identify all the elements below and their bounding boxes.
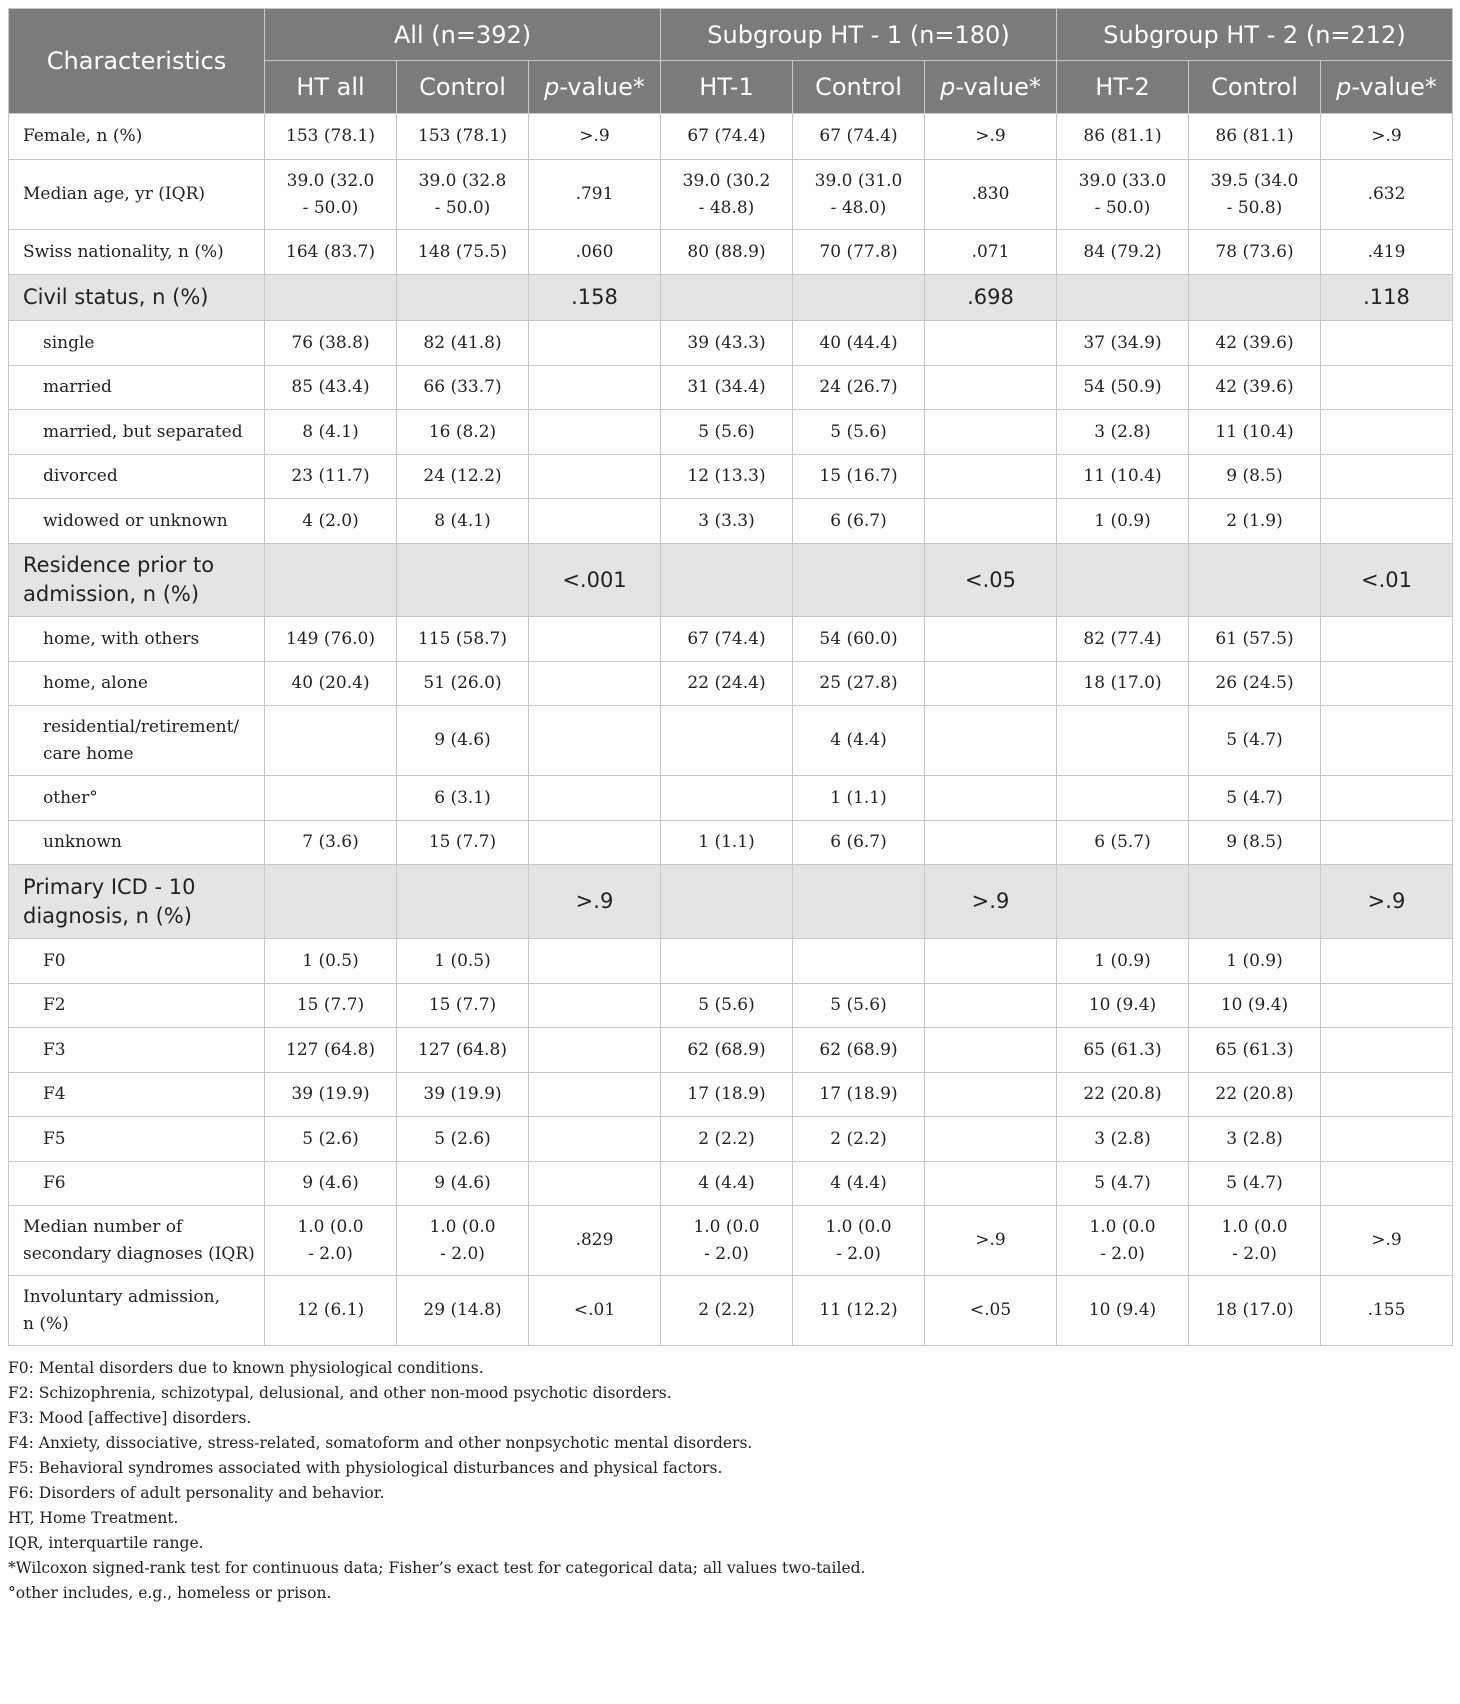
table-cell: 149 (76.0) <box>265 617 397 662</box>
table-cell: 12 (13.3) <box>661 455 793 499</box>
table-cell <box>1321 1117 1453 1162</box>
table-row <box>9 776 1453 821</box>
table-cell: 18 (17.0) <box>1189 1276 1321 1346</box>
row-label: Civil status, n (%) <box>9 275 265 321</box>
table-cell: 1 (0.9) <box>1057 499 1189 544</box>
row-label: Swiss nationality, n (%) <box>9 230 265 275</box>
table-cell <box>1321 776 1453 821</box>
table-cell: >.9 <box>529 865 661 939</box>
section-row <box>9 544 1453 617</box>
table-cell: 5 (5.6) <box>793 410 925 455</box>
table-cell: 39.0 (31.0 - 48.0) <box>793 160 925 230</box>
table-cell: 80 (88.9) <box>661 230 793 275</box>
table-cell <box>397 275 529 321</box>
table-cell <box>529 321 661 366</box>
table-cell: 148 (75.5) <box>397 230 529 275</box>
table-cell <box>925 1028 1057 1073</box>
table-cell: 5 (5.6) <box>661 984 793 1028</box>
table-cell: 22 (20.8) <box>1057 1073 1189 1117</box>
row-label: residential/retirement/ care home <box>9 706 265 776</box>
table-cell <box>1321 499 1453 544</box>
table-cell: 5 (4.7) <box>1189 706 1321 776</box>
table-cell <box>1189 544 1321 617</box>
table-cell: 153 (78.1) <box>265 114 397 160</box>
table-cell <box>265 706 397 776</box>
table-cell: 1.0 (0.0 - 2.0) <box>1189 1206 1321 1276</box>
header-group-ht2: Subgroup HT - 2 (n=212) <box>1057 9 1453 61</box>
pvalue-p-letter: p <box>544 73 560 101</box>
table-cell <box>925 662 1057 706</box>
table-cell: 39 (19.9) <box>397 1073 529 1117</box>
pvalue-suffix: -value* <box>1351 73 1437 101</box>
table-cell <box>793 865 925 939</box>
table-cell: .060 <box>529 230 661 275</box>
pvalue-p-letter: p <box>940 73 956 101</box>
row-label: other° <box>9 776 265 821</box>
table-cell <box>661 275 793 321</box>
table-cell: 67 (74.4) <box>793 114 925 160</box>
table-cell: 84 (79.2) <box>1057 230 1189 275</box>
table-cell: 5 (5.6) <box>661 410 793 455</box>
table-cell: 127 (64.8) <box>265 1028 397 1073</box>
footnote-line: F0: Mental disorders due to known physiological conditions. <box>8 1359 484 1377</box>
table-cell <box>925 1162 1057 1206</box>
table-cell: 15 (7.7) <box>397 821 529 865</box>
row-label: F2 <box>9 984 265 1028</box>
table-cell <box>1321 410 1453 455</box>
section-row <box>9 275 1453 321</box>
table-cell: 22 (24.4) <box>661 662 793 706</box>
table-cell: .632 <box>1321 160 1453 230</box>
table-cell: 9 (8.5) <box>1189 821 1321 865</box>
table-header <box>9 9 1453 114</box>
table-cell <box>265 544 397 617</box>
table-cell: 10 (9.4) <box>1189 984 1321 1028</box>
table-cell <box>397 865 529 939</box>
header-group-all: All (n=392) <box>265 9 661 61</box>
table-cell: <.01 <box>529 1276 661 1346</box>
table-cell: 67 (74.4) <box>661 617 793 662</box>
table-row <box>9 114 1453 160</box>
footnote-line: IQR, interquartile range. <box>8 1534 204 1552</box>
table-cell: 5 (4.7) <box>1189 776 1321 821</box>
row-label: F5 <box>9 1117 265 1162</box>
table-cell: <.05 <box>925 1276 1057 1346</box>
row-label: married <box>9 366 265 410</box>
table-cell: >.9 <box>1321 1206 1453 1276</box>
section-row <box>9 865 1453 939</box>
table-container <box>8 8 1452 1606</box>
table-cell: 1.0 (0.0 - 2.0) <box>265 1206 397 1276</box>
table-cell: 66 (33.7) <box>397 366 529 410</box>
table-row <box>9 1162 1453 1206</box>
table-row <box>9 821 1453 865</box>
table-cell: <.001 <box>529 544 661 617</box>
table-cell: 1 (0.5) <box>265 939 397 984</box>
table-cell: 6 (5.7) <box>1057 821 1189 865</box>
table-cell: .118 <box>1321 275 1453 321</box>
table-cell: 67 (74.4) <box>661 114 793 160</box>
table-cell: 11 (10.4) <box>1189 410 1321 455</box>
table-cell: 40 (20.4) <box>265 662 397 706</box>
table-cell: 6 (6.7) <box>793 499 925 544</box>
table-cell <box>1321 662 1453 706</box>
table-cell <box>1321 366 1453 410</box>
table-cell: 3 (2.8) <box>1057 410 1189 455</box>
table-cell: 39.0 (30.2 - 48.8) <box>661 160 793 230</box>
table-row <box>9 706 1453 776</box>
header-group-ht1: Subgroup HT - 1 (n=180) <box>661 9 1057 61</box>
table-cell: 39 (19.9) <box>265 1073 397 1117</box>
table-cell: 39.0 (32.0 - 50.0) <box>265 160 397 230</box>
table-cell: 65 (61.3) <box>1189 1028 1321 1073</box>
table-cell <box>925 617 1057 662</box>
table-cell: 39.0 (33.0 - 50.0) <box>1057 160 1189 230</box>
table-cell: 1.0 (0.0 - 2.0) <box>661 1206 793 1276</box>
table-cell: 4 (4.4) <box>793 1162 925 1206</box>
table-cell: 2 (2.2) <box>661 1117 793 1162</box>
table-cell: 5 (4.7) <box>1189 1162 1321 1206</box>
table-cell: 8 (4.1) <box>265 410 397 455</box>
table-cell: 51 (26.0) <box>397 662 529 706</box>
table-cell <box>265 275 397 321</box>
table-cell: 82 (77.4) <box>1057 617 1189 662</box>
table-cell <box>1321 984 1453 1028</box>
table-cell: 5 (4.7) <box>1057 1162 1189 1206</box>
table-cell: .698 <box>925 275 1057 321</box>
table-cell: 25 (27.8) <box>793 662 925 706</box>
footnote-line: F2: Schizophrenia, schizotypal, delusional, and other non-mood psychotic disorders. <box>8 1384 672 1402</box>
footnote-line: F3: Mood [affective] disorders. <box>8 1409 252 1427</box>
table-cell: .830 <box>925 160 1057 230</box>
table-cell: .155 <box>1321 1276 1453 1346</box>
subheader-control-2: Control <box>1189 61 1321 114</box>
row-label: unknown <box>9 821 265 865</box>
table-cell: 5 (2.6) <box>265 1117 397 1162</box>
table-cell: 61 (57.5) <box>1189 617 1321 662</box>
table-cell: 26 (24.5) <box>1189 662 1321 706</box>
table-cell: 6 (6.7) <box>793 821 925 865</box>
table-cell <box>793 939 925 984</box>
table-row <box>9 366 1453 410</box>
table-cell: 1.0 (0.0 - 2.0) <box>793 1206 925 1276</box>
table-cell <box>529 410 661 455</box>
table-cell <box>265 865 397 939</box>
table-cell: 1.0 (0.0 - 2.0) <box>1057 1206 1189 1276</box>
table-cell <box>661 776 793 821</box>
table-cell <box>793 275 925 321</box>
table-cell <box>925 1117 1057 1162</box>
table-cell: 4 (4.4) <box>793 706 925 776</box>
table-cell: 17 (18.9) <box>793 1073 925 1117</box>
table-cell: 15 (16.7) <box>793 455 925 499</box>
table-cell: 15 (7.7) <box>397 984 529 1028</box>
table-cell <box>529 1117 661 1162</box>
table-cell: .158 <box>529 275 661 321</box>
table-cell: 2 (2.2) <box>793 1117 925 1162</box>
table-row <box>9 617 1453 662</box>
subheader-control-1: Control <box>793 61 925 114</box>
footnote-line: F4: Anxiety, dissociative, stress-related, somatoform and other nonpsychotic mental disorders. <box>8 1434 753 1452</box>
table-cell <box>1321 821 1453 865</box>
row-label: F0 <box>9 939 265 984</box>
table-cell: 1 (0.5) <box>397 939 529 984</box>
table-cell <box>1321 1028 1453 1073</box>
table-cell: 39 (43.3) <box>661 321 793 366</box>
table-cell: 16 (8.2) <box>397 410 529 455</box>
table-row <box>9 984 1453 1028</box>
characteristics-table <box>8 8 1453 1346</box>
table-cell <box>1321 706 1453 776</box>
table-cell: 78 (73.6) <box>1189 230 1321 275</box>
table-cell: >.9 <box>925 1206 1057 1276</box>
table-cell: 9 (4.6) <box>397 1162 529 1206</box>
table-cell: >.9 <box>1321 114 1453 160</box>
table-cell: 76 (38.8) <box>265 321 397 366</box>
table-cell <box>1321 617 1453 662</box>
table-cell <box>529 939 661 984</box>
table-cell: >.9 <box>1321 865 1453 939</box>
table-cell: 1 (0.9) <box>1189 939 1321 984</box>
table-cell: 23 (11.7) <box>265 455 397 499</box>
subheader-pvalue-2 <box>1321 61 1453 114</box>
table-row <box>9 1073 1453 1117</box>
table-cell <box>661 865 793 939</box>
table-row <box>9 499 1453 544</box>
table-cell: 1 (1.1) <box>661 821 793 865</box>
table-cell <box>529 984 661 1028</box>
table-cell: 54 (50.9) <box>1057 366 1189 410</box>
row-label: married, but separated <box>9 410 265 455</box>
table-row <box>9 1117 1453 1162</box>
table-cell <box>1057 706 1189 776</box>
table-cell <box>529 821 661 865</box>
table-body <box>9 114 1453 1346</box>
table-cell <box>925 321 1057 366</box>
row-label: divorced <box>9 455 265 499</box>
table-cell: 115 (58.7) <box>397 617 529 662</box>
row-label: Involuntary admission, n (%) <box>9 1276 265 1346</box>
table-row <box>9 939 1453 984</box>
row-label: Median number of secondary diagnoses (IQR) <box>9 1206 265 1276</box>
table-cell: 29 (14.8) <box>397 1276 529 1346</box>
table-cell: 24 (26.7) <box>793 366 925 410</box>
table-cell: 4 (4.4) <box>661 1162 793 1206</box>
table-cell: 39.5 (34.0 - 50.8) <box>1189 160 1321 230</box>
table-cell: 22 (20.8) <box>1189 1073 1321 1117</box>
table-cell: 17 (18.9) <box>661 1073 793 1117</box>
table-cell: 65 (61.3) <box>1057 1028 1189 1073</box>
row-label: home, with others <box>9 617 265 662</box>
table-cell: <.01 <box>1321 544 1453 617</box>
table-cell <box>529 499 661 544</box>
table-cell <box>925 1073 1057 1117</box>
table-cell <box>925 821 1057 865</box>
table-cell <box>529 706 661 776</box>
table-cell <box>1321 321 1453 366</box>
table-row <box>9 160 1453 230</box>
table-cell: >.9 <box>925 865 1057 939</box>
table-row <box>9 1206 1453 1276</box>
table-cell: 62 (68.9) <box>793 1028 925 1073</box>
table-cell <box>529 1028 661 1073</box>
table-cell <box>925 706 1057 776</box>
table-cell: 11 (10.4) <box>1057 455 1189 499</box>
table-cell: .829 <box>529 1206 661 1276</box>
table-row <box>9 410 1453 455</box>
row-label: single <box>9 321 265 366</box>
table-cell <box>925 455 1057 499</box>
pvalue-p-letter: p <box>1336 73 1352 101</box>
table-cell <box>265 776 397 821</box>
row-label: widowed or unknown <box>9 499 265 544</box>
header-characteristics: Characteristics <box>9 9 265 114</box>
table-cell <box>529 1073 661 1117</box>
table-cell: 82 (41.8) <box>397 321 529 366</box>
footnotes <box>8 1356 1452 1606</box>
pvalue-suffix: -value* <box>955 73 1041 101</box>
subheader-pvalue-0 <box>529 61 661 114</box>
table-cell: 2 (2.2) <box>661 1276 793 1346</box>
table-cell: >.9 <box>529 114 661 160</box>
row-label: F3 <box>9 1028 265 1073</box>
subheader-group-1: HT-1 <box>661 61 793 114</box>
table-cell: 164 (83.7) <box>265 230 397 275</box>
table-cell <box>1321 1162 1453 1206</box>
table-cell: 8 (4.1) <box>397 499 529 544</box>
table-cell <box>1057 865 1189 939</box>
table-cell <box>529 1162 661 1206</box>
table-cell: 18 (17.0) <box>1057 662 1189 706</box>
table-cell: 31 (34.4) <box>661 366 793 410</box>
table-cell: 9 (4.6) <box>397 706 529 776</box>
table-cell: .419 <box>1321 230 1453 275</box>
table-cell <box>1057 275 1189 321</box>
table-cell: 5 (2.6) <box>397 1117 529 1162</box>
table-cell: 127 (64.8) <box>397 1028 529 1073</box>
row-label: Primary ICD - 10 diagnosis, n (%) <box>9 865 265 939</box>
table-cell: 9 (4.6) <box>265 1162 397 1206</box>
table-row <box>9 321 1453 366</box>
row-label: Female, n (%) <box>9 114 265 160</box>
table-cell: 42 (39.6) <box>1189 321 1321 366</box>
table-cell <box>925 499 1057 544</box>
table-cell: 7 (3.6) <box>265 821 397 865</box>
table-cell: 3 (2.8) <box>1189 1117 1321 1162</box>
subheader-control-0: Control <box>397 61 529 114</box>
table-cell <box>1057 776 1189 821</box>
table-cell: 70 (77.8) <box>793 230 925 275</box>
table-cell <box>793 544 925 617</box>
pvalue-suffix: -value* <box>559 73 645 101</box>
table-cell: 10 (9.4) <box>1057 1276 1189 1346</box>
table-cell: 42 (39.6) <box>1189 366 1321 410</box>
table-cell: 85 (43.4) <box>265 366 397 410</box>
table-cell: 62 (68.9) <box>661 1028 793 1073</box>
table-cell: .791 <box>529 160 661 230</box>
table-cell: 1.0 (0.0 - 2.0) <box>397 1206 529 1276</box>
table-cell: 4 (2.0) <box>265 499 397 544</box>
table-row <box>9 1028 1453 1073</box>
table-cell <box>925 366 1057 410</box>
row-label: Residence prior to admission, n (%) <box>9 544 265 617</box>
footnote-line: *Wilcoxon signed-rank test for continuous data; Fisher’s exact test for categorical data; all values two-tailed. <box>8 1559 866 1577</box>
table-cell: 86 (81.1) <box>1189 114 1321 160</box>
table-cell: 54 (60.0) <box>793 617 925 662</box>
row-label: home, alone <box>9 662 265 706</box>
table-row <box>9 230 1453 275</box>
table-cell: 5 (5.6) <box>793 984 925 1028</box>
row-label: F4 <box>9 1073 265 1117</box>
table-cell: 10 (9.4) <box>1057 984 1189 1028</box>
table-cell: 2 (1.9) <box>1189 499 1321 544</box>
table-cell <box>529 662 661 706</box>
table-cell <box>925 984 1057 1028</box>
table-cell <box>529 455 661 499</box>
table-cell: 6 (3.1) <box>397 776 529 821</box>
table-cell: 39.0 (32.8 - 50.0) <box>397 160 529 230</box>
table-cell <box>1057 544 1189 617</box>
table-cell <box>925 776 1057 821</box>
table-cell <box>529 617 661 662</box>
table-cell <box>1321 939 1453 984</box>
footnote-line: °other includes, e.g., homeless or prison. <box>8 1584 332 1602</box>
table-cell <box>925 410 1057 455</box>
table-cell: 37 (34.9) <box>1057 321 1189 366</box>
table-row <box>9 662 1453 706</box>
subheader-group-0: HT all <box>265 61 397 114</box>
row-label: F6 <box>9 1162 265 1206</box>
table-cell: 40 (44.4) <box>793 321 925 366</box>
row-label: Median age, yr (IQR) <box>9 160 265 230</box>
subheader-group-2: HT-2 <box>1057 61 1189 114</box>
table-cell: 15 (7.7) <box>265 984 397 1028</box>
subheader-pvalue-1 <box>925 61 1057 114</box>
table-cell <box>661 706 793 776</box>
table-cell: 1 (1.1) <box>793 776 925 821</box>
table-cell <box>1321 1073 1453 1117</box>
table-row <box>9 1276 1453 1346</box>
table-cell <box>925 939 1057 984</box>
table-cell: 24 (12.2) <box>397 455 529 499</box>
table-cell <box>1321 455 1453 499</box>
table-cell: 153 (78.1) <box>397 114 529 160</box>
table-cell: 86 (81.1) <box>1057 114 1189 160</box>
table-cell: 12 (6.1) <box>265 1276 397 1346</box>
footnote-line: HT, Home Treatment. <box>8 1509 179 1527</box>
footnote-line: F6: Disorders of adult personality and behavior. <box>8 1484 385 1502</box>
table-cell: 3 (3.3) <box>661 499 793 544</box>
table-row <box>9 455 1453 499</box>
table-cell <box>529 776 661 821</box>
table-cell: 1 (0.9) <box>1057 939 1189 984</box>
table-cell: 11 (12.2) <box>793 1276 925 1346</box>
table-cell <box>397 544 529 617</box>
table-cell <box>661 939 793 984</box>
table-cell <box>661 544 793 617</box>
table-cell <box>1189 275 1321 321</box>
table-cell <box>1189 865 1321 939</box>
table-cell: >.9 <box>925 114 1057 160</box>
table-cell: .071 <box>925 230 1057 275</box>
table-cell: 3 (2.8) <box>1057 1117 1189 1162</box>
table-cell: 9 (8.5) <box>1189 455 1321 499</box>
table-cell <box>529 366 661 410</box>
footnote-line: F5: Behavioral syndromes associated with physiological disturbances and physical factors. <box>8 1459 723 1477</box>
table-cell: <.05 <box>925 544 1057 617</box>
